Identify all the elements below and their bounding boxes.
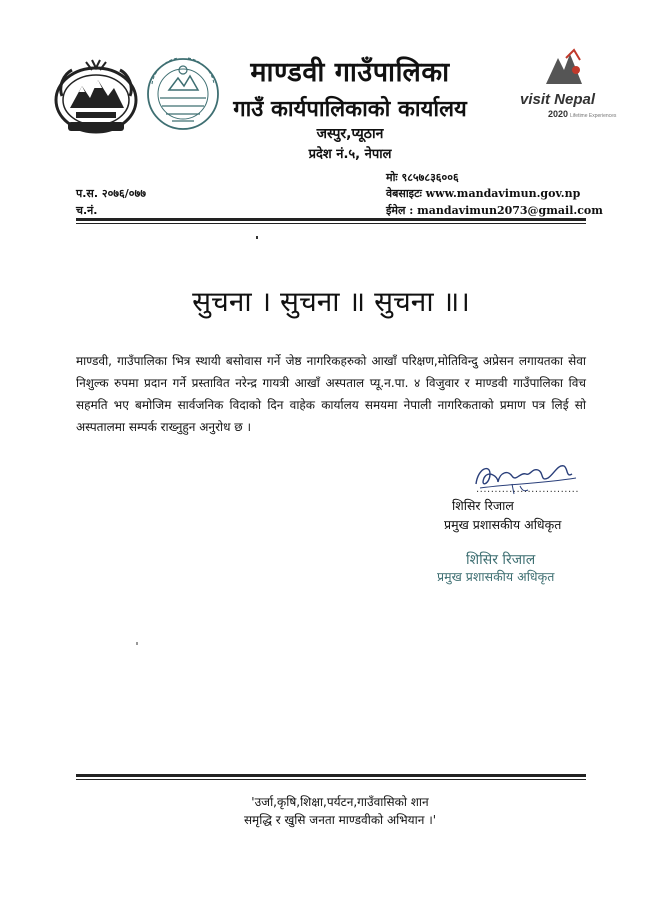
reference-number: प.स. २०७६/०७७: [76, 187, 146, 200]
office-address: जस्पुर,प्यूठान: [316, 126, 384, 142]
title-stamp: प्रमुख प्रशासकीय अधिकृत: [437, 569, 555, 584]
province-line: प्रदेश नं.५, नेपाल: [308, 147, 392, 162]
name-stamp: शिसिर रिजाल: [466, 552, 536, 568]
signatory-title: प्रमुख प्रशासकीय अधिकृत: [444, 517, 562, 532]
signatory-name: शिसिर रिजाल: [452, 498, 514, 513]
header-rule: [76, 218, 586, 221]
notice-body: माण्डवी, गाउँपालिका भित्र स्थायी बसोवास गर्ने जेष्ठ नागरिकहरुको आखाँ परिक्षण,मोतिविन्दु अप्रेसन लगायतका सेवा निशुल्क रुपमा प्रदान गर्ने प्रस्तावित नरेन्द्र गायत्री आखाँ अस्पताल प्यू.न.पा. ४ विजुवार र माण्डवी गाउँपालिका विच सहमति भए बमोजिम सार्वजनिक विदाको दिन वाहेक कार्यालय समयमा नेपाली नागरिकताको प्रमाण पत्र लिई सो अस्पतालमा सम्पर्क राख्नुहुन अनुरोध छ ।: [76, 354, 586, 434]
signature-line: ............................: [476, 484, 580, 495]
footer-motto-line-2: समृद्धि र खुसि जनता माण्डवीको अभियान ।': [243, 813, 437, 827]
footer-motto-line-1: 'उर्जा,कृषि,शिक्षा,पर्यटन,गाउँवासिको शान: [251, 795, 429, 809]
website-link[interactable]: वेबसाइटः www.mandavimun.gov.np: [386, 187, 581, 200]
visit-nepal-tagline: Lifetime Experiences: [570, 113, 617, 119]
visit-nepal-brand: visit Nepal: [520, 91, 596, 108]
notice-heading: सुचना । सुचना ॥ सुचना ॥।: [192, 285, 470, 318]
header-rule-thin: [76, 223, 586, 224]
visit-nepal-year: 2020: [548, 109, 569, 119]
municipality-name: माण्डवी गाउँपालिका: [250, 57, 450, 88]
footer-rule-thin: [76, 779, 586, 780]
office-name: गाउँ कार्यपालिकाको कार्यालय: [233, 97, 467, 122]
footer-rule: [76, 774, 586, 777]
phone-number: मोः ९८५७८३६००६: [386, 171, 459, 184]
email-address[interactable]: ईमेल : mandavimun2073@gmail.com: [386, 204, 603, 217]
scan-speck: [136, 642, 138, 645]
government-emblem-icon: [52, 56, 140, 136]
visit-nepal-logo: [516, 44, 617, 124]
dispatch-number: च.नं.: [76, 204, 98, 217]
scan-speck: [256, 236, 258, 239]
